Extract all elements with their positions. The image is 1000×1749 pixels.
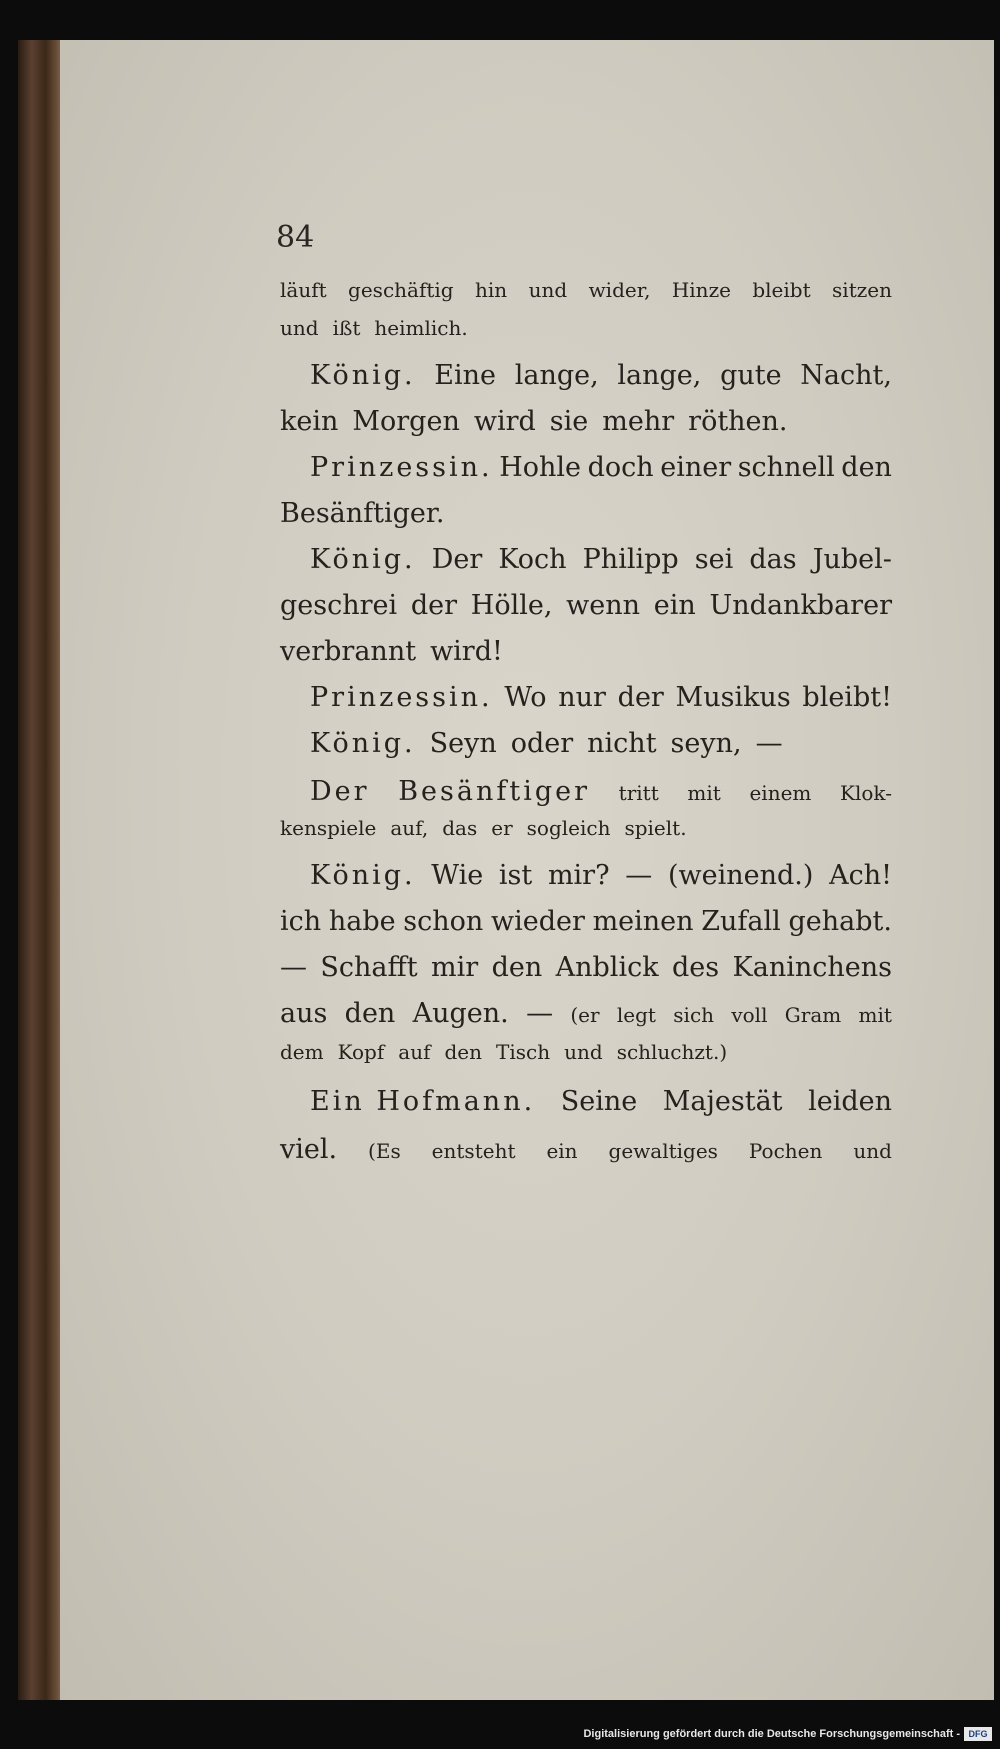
text-word: Seyn xyxy=(429,728,497,759)
text-word: Eine xyxy=(434,360,497,391)
text-word: kein xyxy=(280,406,339,437)
text-word: läuft xyxy=(280,278,327,302)
text-word: legt xyxy=(616,1003,656,1027)
text-word: wieder xyxy=(490,906,585,937)
speaker-name: Prinzessin. xyxy=(310,682,493,713)
text-word: Hölle, xyxy=(470,590,553,621)
text-word: Pochen xyxy=(748,1139,823,1163)
speaker-name: König. xyxy=(310,860,416,891)
text-word: Philipp xyxy=(582,544,679,575)
text-word: wird xyxy=(473,406,536,437)
text-word: der xyxy=(617,682,664,713)
speaker-name: Ein Hofmann. xyxy=(310,1086,536,1117)
text-word: mir? xyxy=(547,860,610,891)
text-word: wenn xyxy=(566,590,641,621)
text-word: den xyxy=(841,452,892,483)
text-word: ein xyxy=(546,1139,578,1163)
text-line xyxy=(280,998,892,1029)
text-word: Ach! xyxy=(829,860,892,891)
text-word: heimlich. xyxy=(374,316,468,340)
text-word: doch xyxy=(587,452,654,483)
text-line xyxy=(280,1040,892,1064)
text-word: (Es xyxy=(368,1139,401,1163)
text-word: schnell xyxy=(737,452,835,483)
text-word: ich xyxy=(280,906,322,937)
text-word: Majestät xyxy=(662,1086,783,1117)
text-word: auf, xyxy=(390,816,429,840)
text-word: er xyxy=(491,816,513,840)
text-line xyxy=(280,816,892,840)
text-word: spielt. xyxy=(624,816,687,840)
book-edge xyxy=(18,40,64,1700)
text-word: entsteht xyxy=(431,1139,516,1163)
text-word: Kaninchens xyxy=(732,952,892,983)
text-word: den xyxy=(344,998,396,1029)
text-word: bleibt! xyxy=(802,682,892,713)
text-word: Nacht, xyxy=(800,360,892,391)
text-word: mit xyxy=(858,1003,892,1027)
page-number: 84 xyxy=(276,220,315,255)
text-word: wider, xyxy=(588,278,651,302)
text-word: und xyxy=(564,1040,603,1064)
text-word: Musikus xyxy=(675,682,791,713)
text-word: Der xyxy=(431,544,483,575)
text-word: (weinend.) xyxy=(667,860,814,891)
text-word: lange, xyxy=(514,360,599,391)
text-line xyxy=(280,1134,892,1165)
text-word: ein xyxy=(653,590,696,621)
text-word: und xyxy=(280,316,319,340)
text-word: einem xyxy=(749,781,812,805)
text-word: Wo xyxy=(504,682,547,713)
text-word: geschäftig xyxy=(348,278,454,302)
speaker-name: König. xyxy=(310,360,416,391)
text-word: Besänftiger. xyxy=(280,498,445,529)
text-word: gehabt. xyxy=(788,906,892,937)
text-line xyxy=(280,860,892,891)
text-word: des xyxy=(672,952,720,983)
text-word: sie xyxy=(549,406,589,437)
text-line xyxy=(280,952,892,983)
text-word: nicht xyxy=(587,728,657,759)
text-line xyxy=(280,682,892,713)
text-line xyxy=(280,452,892,483)
text-word: lange, xyxy=(617,360,702,391)
text-word: — xyxy=(755,728,783,759)
text-word: den xyxy=(444,1040,483,1064)
text-line xyxy=(280,636,892,667)
text-word: — xyxy=(625,860,653,891)
text-word: seyn, xyxy=(670,728,742,759)
text-line xyxy=(280,728,892,759)
text-word: meinen xyxy=(592,906,694,937)
text-word: bleibt xyxy=(752,278,811,302)
text-word: sogleich xyxy=(526,816,611,840)
text-word: leiden xyxy=(808,1086,892,1117)
text-word: oder xyxy=(510,728,574,759)
text-line xyxy=(280,316,892,340)
text-line xyxy=(280,544,892,575)
text-line xyxy=(280,590,892,621)
text-word: Jubel- xyxy=(812,544,892,575)
text-word: — xyxy=(280,952,307,983)
text-word: und xyxy=(853,1139,892,1163)
text-word: Tisch xyxy=(496,1040,551,1064)
text-line xyxy=(280,278,892,302)
text-line xyxy=(280,1086,892,1117)
text-word: Anblick xyxy=(555,952,659,983)
text-word: ist xyxy=(498,860,533,891)
text-word: tritt xyxy=(618,781,659,805)
text-word: den xyxy=(491,952,543,983)
text-word: das xyxy=(749,544,797,575)
text-word: Seine xyxy=(560,1086,638,1117)
text-word: Hohle xyxy=(499,452,582,483)
text-word: wird! xyxy=(430,636,503,667)
speaker-name: König. xyxy=(310,728,416,759)
text-word: viel. xyxy=(280,1134,338,1165)
footer-credit: Digitalisierung gefördert durch die Deutsche Forschungsgemeinschaft - xyxy=(583,1728,960,1740)
text-word: schon xyxy=(403,906,484,937)
text-word: sei xyxy=(694,544,734,575)
text-word: — xyxy=(526,998,554,1029)
text-line xyxy=(280,906,892,937)
text-word: gute xyxy=(720,360,782,391)
text-word: der xyxy=(410,590,458,621)
text-word: geschrei xyxy=(280,590,398,621)
text-word: und xyxy=(528,278,568,302)
text-word: Undankbarer xyxy=(709,590,892,621)
text-word: voll xyxy=(731,1003,768,1027)
text-line xyxy=(280,498,892,529)
text-word: das xyxy=(442,816,478,840)
text-word: hin xyxy=(475,278,508,302)
text-word: Koch xyxy=(498,544,567,575)
text-line xyxy=(280,776,892,807)
text-word: mehr xyxy=(602,406,675,437)
text-word: Klok- xyxy=(840,781,892,805)
text-word: habe xyxy=(328,906,396,937)
text-line xyxy=(280,406,892,437)
text-word: gewaltiges xyxy=(608,1139,718,1163)
text-word: verbrannt xyxy=(280,636,417,667)
text-word: Gram xyxy=(784,1003,842,1027)
text-word: Hinze xyxy=(671,278,731,302)
text-line xyxy=(280,360,892,391)
text-word: sitzen xyxy=(832,278,892,302)
text-word: Wie xyxy=(431,860,484,891)
text-word: einer xyxy=(660,452,732,483)
speaker-name: Prinzessin. xyxy=(310,452,493,483)
text-word: Kopf xyxy=(337,1040,385,1064)
text-word: Der xyxy=(310,776,370,807)
text-word: kenspiele xyxy=(280,816,377,840)
text-word: röthen. xyxy=(688,406,788,437)
text-word: mir xyxy=(430,952,479,983)
text-word: schluchzt.) xyxy=(616,1040,728,1064)
text-word: auf xyxy=(398,1040,431,1064)
text-word: Besänftiger xyxy=(398,776,591,807)
speaker-name: König. xyxy=(310,544,416,575)
dfg-logo-icon: DFG xyxy=(964,1727,992,1741)
text-word: Schafft xyxy=(320,952,418,983)
text-word: dem xyxy=(280,1040,324,1064)
text-word: aus xyxy=(280,998,328,1029)
text-word: (er xyxy=(570,1003,600,1027)
text-word: nur xyxy=(558,682,606,713)
text-word: mit xyxy=(687,781,721,805)
text-word: ißt xyxy=(332,316,361,340)
text-word: sich xyxy=(673,1003,715,1027)
text-word: Augen. xyxy=(412,998,509,1029)
text-word: Zufall xyxy=(701,906,781,937)
text-word: Morgen xyxy=(352,406,460,437)
